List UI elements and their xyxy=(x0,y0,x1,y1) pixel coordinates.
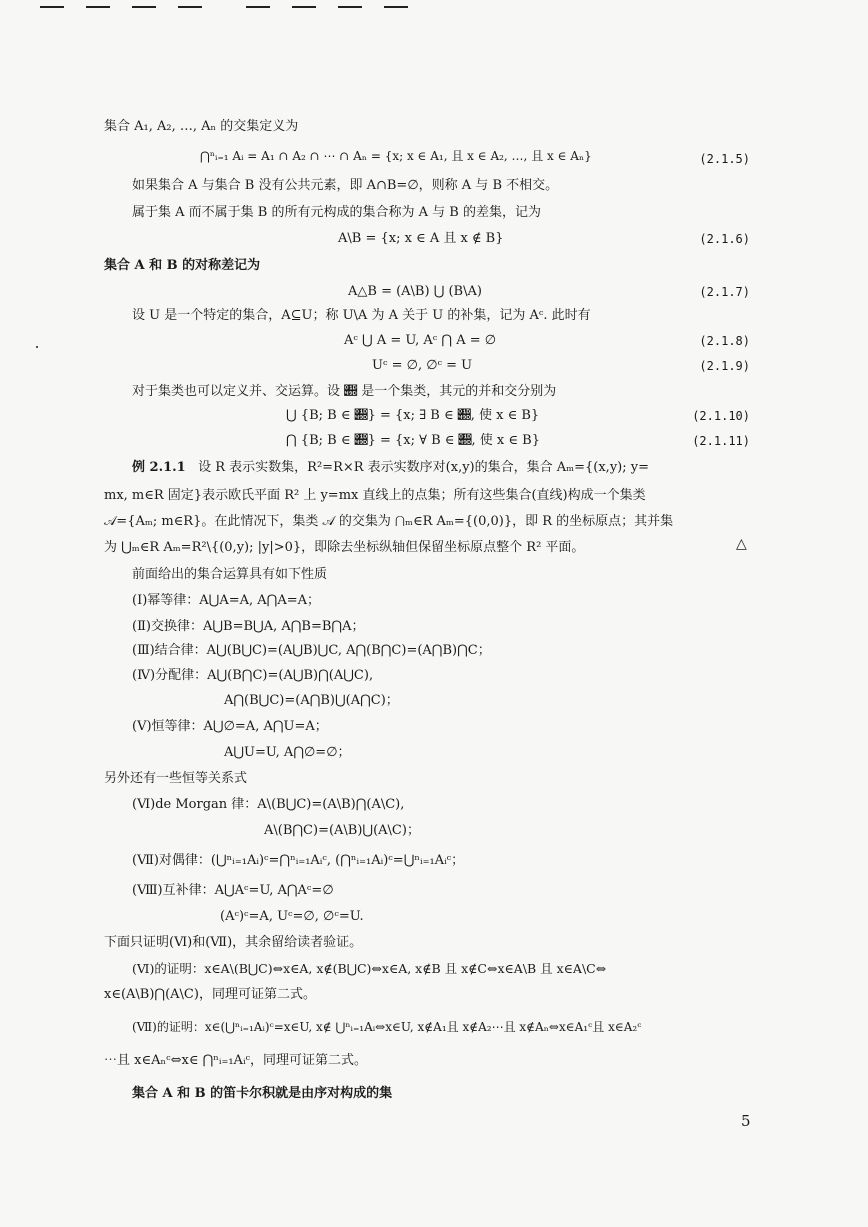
property-associative: (Ⅲ)结合律：A⋃(B⋃C)=(A⋃B)⋃C, A⋂(B⋂C)=(A⋂B)⋂C； xyxy=(132,643,491,658)
page-number: 5 xyxy=(741,1112,751,1130)
properties-intro: 前面给出的集合运算具有如下性质 xyxy=(132,567,328,582)
equation-2-1-9: Uᶜ = ∅, ∅ᶜ = U xyxy=(372,358,473,373)
proof-vi-line-2: x∈(A\B)⋂(A\C)，同理可证第二式。 xyxy=(104,987,316,1002)
example-line-2: mx, m∈R 固定}表示欧氏平面 R² 上 y=mx 直线上的点集；所有这些集合(直线)构成一个集类 xyxy=(104,488,646,503)
scan-mark xyxy=(86,6,110,8)
scan-mark xyxy=(246,6,270,8)
equation-2-1-5: ⋂ⁿᵢ₌₁ Aᵢ = A₁ ∩ A₂ ∩ ⋯ ∩ Aₙ = {x; x ∈ A₁, 且 x ∈ A₂, …, 且 x ∈ Aₙ} xyxy=(200,149,592,163)
example-line-1 xyxy=(132,459,649,477)
property-commutative: (Ⅱ)交换律：A⋃B=B⋃A, A⋂B=B⋂A； xyxy=(132,619,365,634)
scan-mark xyxy=(132,6,156,8)
proof-vii-line-1: (Ⅶ)的证明：x∈(⋃ⁿᵢ₌₁Aᵢ)ᶜ=x∈U, x∉ ⋃ⁿᵢ₌₁Aᵢ⇔x∈U, x∉A₁且 x∉A₂⋯且 x∉Aₙ⇔x∈A₁ᶜ且 x∈A₂ᶜ xyxy=(132,1020,642,1034)
more-identities-intro: 另外还有一些恒等关系式 xyxy=(104,771,248,786)
property-identity-2: A⋃U=U, A⋂∅=∅； xyxy=(224,745,351,760)
equation-2-1-8: Aᶜ ⋃ A = U, Aᶜ ⋂ A = ∅ xyxy=(344,333,497,348)
proof-intro: 下面只证明(Ⅵ)和(Ⅶ)，其余留给读者验证。 xyxy=(104,935,363,950)
difference-definition: 属于集 A 而不属于集 B 的所有元构成的集合称为 A 与 B 的差集，记为 xyxy=(132,205,541,220)
equation-number: (2.1.5) xyxy=(699,152,750,166)
scan-mark xyxy=(384,6,408,8)
proof-vii-line-2: ⋯且 x∈Aₙᶜ⇔x∈ ⋂ⁿᵢ₌₁Aᵢᶜ，同理可证第二式。 xyxy=(104,1053,368,1068)
scan-mark xyxy=(292,6,316,8)
equation-2-1-6: A\B = {x; x ∈ A 且 x ∉ B} xyxy=(338,231,504,246)
scan-mark xyxy=(178,6,202,8)
cartesian-product-intro: 集合 A 和 B 的笛卡尔积就是由序对构成的集 xyxy=(132,1086,393,1101)
symmetric-difference-intro: 集合 A 和 B 的对称差记为 xyxy=(104,258,261,273)
equation-2-1-11: ⋂ {B; B ∈ 𝒝} = {x; ∀ B ∈ 𝒝, 使 x ∈ B} xyxy=(286,433,540,448)
property-idempotent: (Ⅰ)幂等律：A⋃A=A, A⋂A=A； xyxy=(132,593,320,608)
equation-2-1-10: ⋃ {B; B ∈ 𝒝} = {x; ∃ B ∈ 𝒝, 使 x ∈ B} xyxy=(286,408,540,423)
equation-number: (2.1.7) xyxy=(699,285,750,299)
example-line-3: 𝒜={Aₘ; m∈R}。在此情况下，集类 𝒜 的交集为 ⋂ₘ∈R Aₘ={(0,0)}，即 R 的坐标原点；其并集 xyxy=(104,514,674,529)
equation-2-1-7: A△B = (A\B) ⋃ (B\A) xyxy=(348,284,482,299)
property-distributive-2: A⋂(B⋃C)=(A⋂B)⋃(A⋂C)； xyxy=(224,693,399,708)
example-label: 例 2.1.1 xyxy=(132,460,186,475)
equation-number: (2.1.6) xyxy=(699,232,750,246)
example-line-4: 为 ⋃ₘ∈R Aₘ=R²\{(0,y); |y|>0}，即除去坐标纵轴但保留坐标原点整个 R² 平面。 xyxy=(104,540,585,555)
property-duality: (Ⅶ)对偶律：(⋃ⁿᵢ₌₁Aᵢ)ᶜ=⋂ⁿᵢ₌₁Aᵢᶜ, (⋂ⁿᵢ₌₁Aᵢ)ᶜ=⋃ⁿᵢ₌₁Aᵢᶜ； xyxy=(132,853,465,868)
equation-number: (2.1.8) xyxy=(699,334,750,348)
property-distributive: (Ⅳ)分配律：A⋃(B⋂C)=(A⋃B)⋂(A⋃C), xyxy=(132,668,374,683)
proof-vi-line-1: (Ⅵ)的证明：x∈A\(B⋃C)⇔x∈A, x∉(B⋃C)⇔x∈A, x∉B 且 x∉C⇔x∈A\B 且 x∈A\C⇔ xyxy=(132,961,607,976)
equation-number: (2.1.11) xyxy=(692,434,750,448)
property-complement-2: (Aᶜ)ᶜ=A, Uᶜ=∅, ∅ᶜ=U. xyxy=(220,909,364,924)
intersection-definition-intro: 集合 A₁, A₂, …, Aₙ 的交集定义为 xyxy=(104,119,299,134)
class-operations-intro: 对于集类也可以定义并、交运算。设 𝒝 是一个集类，其元的并和交分别为 xyxy=(132,384,557,399)
property-complement: (Ⅷ)互补律：A⋃Aᶜ=U, A⋂Aᶜ=∅ xyxy=(132,883,334,898)
example-text: 设 R 表示实数集，R²=R×R 表示实数序对(x,y)的集合，集合 Aₘ={(x,y); y= xyxy=(198,460,649,475)
scan-dot xyxy=(36,346,38,348)
end-of-example-triangle: △ xyxy=(736,536,747,552)
property-identity: (Ⅴ)恒等律：A⋃∅=A, A⋂U=A； xyxy=(132,719,328,734)
complement-definition: 设 U 是一个特定的集合，A⊆U；称 U\A 为 A 关于 U 的补集，记为 Aᶜ. 此时有 xyxy=(132,308,591,323)
scan-mark xyxy=(338,6,362,8)
equation-number: (2.1.10) xyxy=(692,409,750,423)
scan-mark xyxy=(40,6,64,8)
property-de-morgan: (Ⅵ)de Morgan 律：A\(B⋃C)=(A\B)⋂(A\C), xyxy=(132,797,405,812)
disjoint-definition: 如果集合 A 与集合 B 没有公共元素，即 A∩B=∅，则称 A 与 B 不相交。 xyxy=(132,178,559,193)
property-de-morgan-2: A\(B⋂C)=(A\B)⋃(A\C)； xyxy=(264,823,420,838)
equation-number: (2.1.9) xyxy=(699,359,750,373)
